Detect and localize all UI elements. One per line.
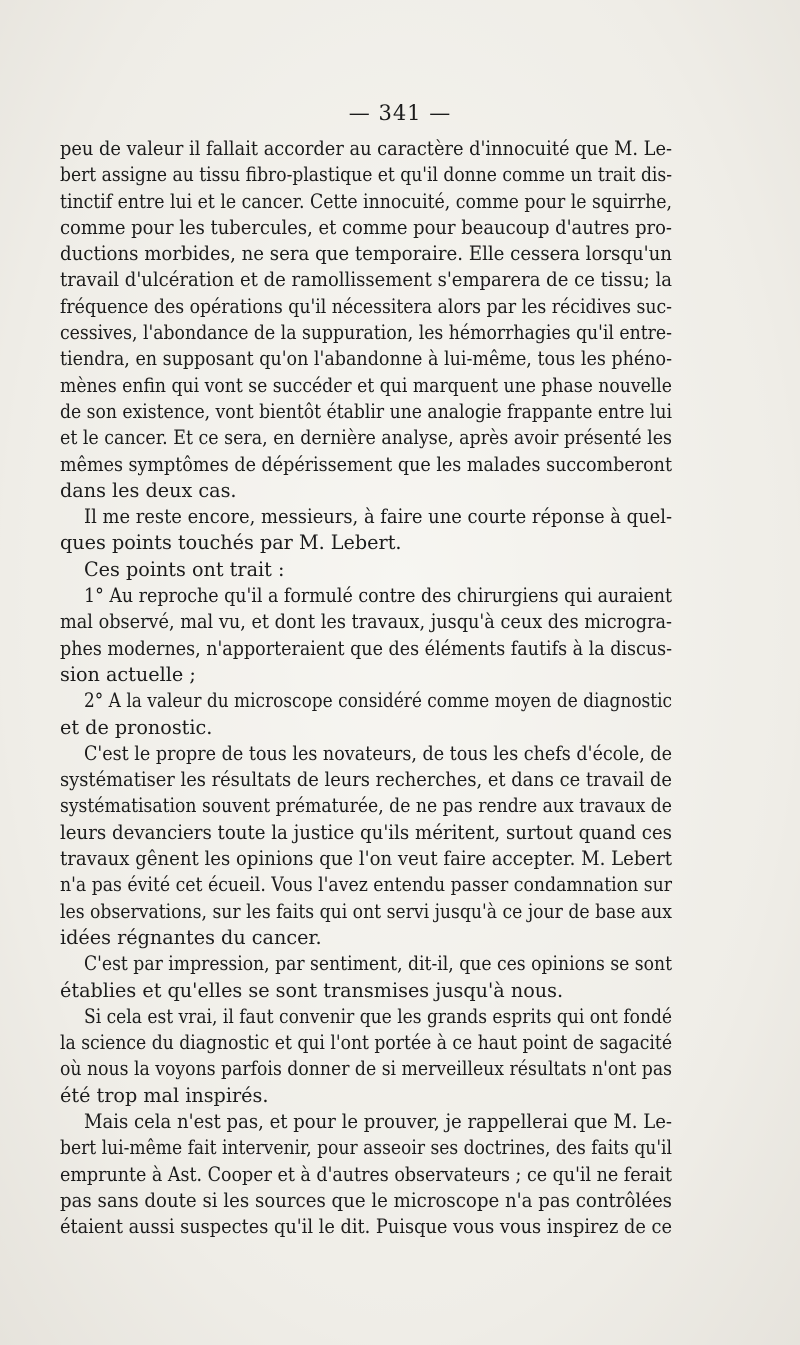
text-line: pas sans doute si les sources que le microscope n'a pas contrôlées	[60, 1188, 672, 1212]
text-line: mêmes symptômes de dépérissement que les malades succomberont	[60, 452, 672, 476]
text-line: n'a pas évité cet écueil. Vous l'avez entendu passer condamnation sur	[60, 873, 672, 897]
body-text	[60, 136, 672, 1240]
text-line: dans les deux cas.	[60, 478, 237, 502]
text-line: tiendra, en supposant qu'on l'abandonne à lui-même, tous les phéno-	[60, 347, 672, 371]
text-line: étaient aussi suspectes qu'il le dit. Puisque vous vous inspirez de ce	[60, 1215, 672, 1239]
text-line: travaux gênent les opinions que l'on veut faire accepter. M. Lebert	[60, 847, 672, 871]
text-line: Il me reste encore, messieurs, à faire une courte réponse à quel-	[84, 505, 672, 529]
text-line: Ces points ont trait :	[84, 557, 285, 581]
text-line: cessives, l'abondance de la suppuration, les hémorrhagies qu'il entre-	[60, 321, 672, 345]
text-line: et de pronostic.	[60, 715, 213, 739]
page-number: — 341 —	[348, 101, 452, 125]
text-line: les observations, sur les faits qui ont servi jusqu'à ce jour de base aux	[60, 899, 672, 923]
text-line: idées régnantes du cancer.	[60, 925, 322, 949]
text-line: ductions morbides, ne sera que temporaire. Elle cessera lorsqu'un	[60, 242, 672, 266]
text-line: Si cela est vrai, il faut convenir que les grands esprits qui ont fondé	[84, 1004, 672, 1028]
text-line: phes modernes, n'apporteraient que des éléments fautifs à la discus-	[60, 636, 672, 660]
text-line: systématiser les résultats de leurs recherches, et dans ce travail de	[60, 768, 672, 792]
text-line: 2° A la valeur du microscope considéré comme moyen de diagnostic	[84, 689, 672, 713]
text-line: et le cancer. Et ce sera, en dernière analyse, après avoir présenté les	[60, 426, 672, 450]
text-line: comme pour les tubercules, et comme pour beaucoup d'autres pro-	[60, 215, 672, 239]
text-line: 1° Au reproche qu'il a formulé contre des chirurgiens qui auraient	[84, 584, 672, 608]
text-line: sion actuelle ;	[60, 662, 196, 686]
text-line: travail d'ulcération et de ramollissement s'emparera de ce tissu; la	[60, 268, 672, 292]
text-line: où nous la voyons parfois donner de si merveilleux résultats n'ont pas	[60, 1057, 672, 1081]
text-line: été trop mal inspirés.	[60, 1083, 269, 1107]
text-line: systématisation souvent prématurée, de ne pas rendre aux travaux de	[60, 794, 672, 818]
text-line: mènes enfin qui vont se succéder et qui marquent une phase nouvelle	[60, 373, 672, 397]
text-line: leurs devanciers toute la justice qu'ils méritent, surtout quand ces	[60, 820, 672, 844]
text-line: de son existence, vont bientôt établir une analogie frappante entre lui	[60, 399, 672, 423]
text-line: fréquence des opérations qu'il nécessitera alors par les récidives suc-	[60, 294, 672, 318]
text-line: peu de valeur il fallait accorder au caractère d'innocuité que M. Le-	[60, 137, 672, 160]
text-line: la science du diagnostic et qui l'ont portée à ce haut point de sagacité	[60, 1031, 672, 1055]
text-line: tinctif entre lui et le cancer. Cette innocuité, comme pour le squirrhe,	[60, 189, 672, 213]
text-line: C'est le propre de tous les novateurs, de tous les chefs d'école, de	[84, 741, 672, 765]
text-line: établies et qu'elles se sont transmises jusqu'à nous.	[60, 978, 564, 1002]
text-line: emprunte à Ast. Cooper et à d'autres observateurs ; ce qu'il ne ferait	[60, 1162, 672, 1186]
text-line: Mais cela n'est pas, et pour le prouver, je rappellerai que M. Le-	[84, 1109, 672, 1133]
text-line: bert assigne au tissu fibro-plastique et qu'il donne comme un trait dis-	[60, 163, 672, 187]
text-line: mal observé, mal vu, et dont les travaux, jusqu'à ceux des microgra-	[60, 610, 672, 634]
text-line: ques points touchés par M. Lebert.	[60, 531, 402, 555]
text-line: bert lui-même fait intervenir, pour asseoir ses doctrines, des faits qu'il	[60, 1136, 672, 1160]
text-line: C'est par impression, par sentiment, dit-il, que ces opinions se sont	[84, 952, 672, 976]
